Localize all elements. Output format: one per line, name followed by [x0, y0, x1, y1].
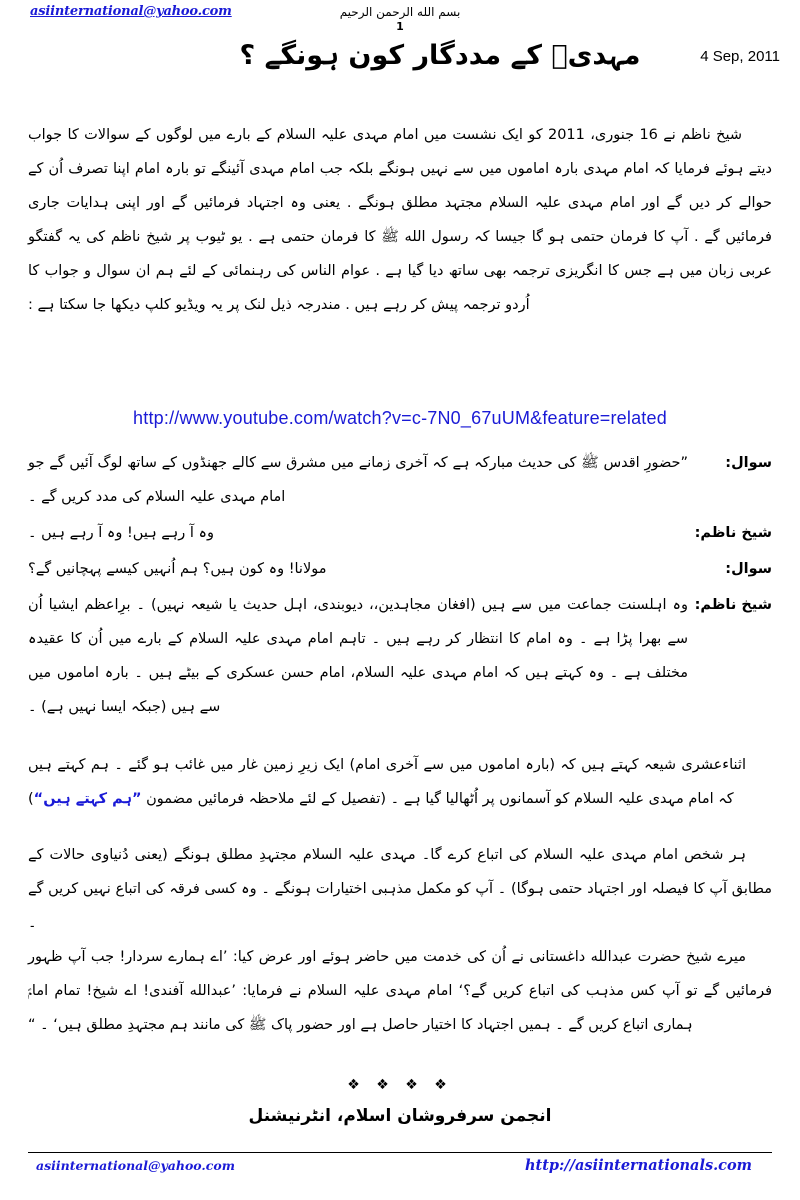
youtube-video-link[interactable]: http://www.youtube.com/watch?v=c-7N0_67uUM&feature=related — [133, 408, 667, 428]
paragraph-tail-text: ) — [28, 791, 34, 807]
highlighted-article-title[interactable]: ”ہم کہتے ہیں“ — [33, 791, 142, 807]
intro-paragraph — [28, 118, 772, 322]
bismillah-text: بسم الله الرحمن الرحيم — [339, 5, 461, 19]
header-email-link[interactable]: asiinternational@yahoo.com — [30, 4, 232, 19]
qa-body-text: وہ آ رہے ہیں! وہ آ رہے ہیں ۔ — [28, 525, 215, 541]
footer-divider-line — [28, 1152, 772, 1153]
organization-name: انجمن سرفروشان اسلام، انٹرنیشنل — [248, 1106, 552, 1126]
qa-body-text: وہ اہلسنت جماعت میں سے ہیں (افغان مجاہدین،، دیوبندی، اہل حدیث یا شیعہ نہیں) ۔ برِاعظم ایشیا اُن سے بھرا پڑا ہے ۔ وہ امام کا انتظار کر رہے ہیں ۔ تاہم امام مہدی علیہ السلام کے بارے میں اُن کا عقیدہ مختلف ہے ۔ وہ کہتے ہیں کہ امام مہدی علیہ السلام، امام حسن عسکری کے بیٹے ہیں ۔ بارہ اماموں میں سے ہیں (جبکہ ایسا نہیں ہے) ۔ — [28, 597, 688, 715]
qa-body-text: مولانا! وہ کون ہیں؟ ہم اُنہیں کیسے پہچانیں گے؟ — [28, 561, 327, 577]
qa-speaker-label: سوال: — [725, 455, 772, 471]
paragraph-lead-text: اثناءعشری شیعہ کہتے ہیں کہ (بارہ اماموں میں سے آخری امام) ایک زیرِ زمین غار میں غائب ہو گئے ۔ ہم کہتے ہیں کہ امام مہدی علیہ السلام کو آسمانوں پر اُٹھالیا گیا ہے ۔ (تفصیل کے لئے ملاحظہ فرمائیں مضمون — [28, 757, 746, 807]
qa-speaker-label: شیخ ناظم: — [694, 597, 772, 613]
page-title: مہدیؑ کے مددگار کون ہونگے ؟ — [239, 40, 641, 71]
footer-links-row — [28, 1158, 772, 1182]
paragraph-shia-belief — [28, 748, 772, 816]
page-header — [0, 4, 800, 33]
qa-speaker-label: سوال: — [725, 561, 772, 577]
qa-body-text: ”حضورِ اقدس ﷺ کی حدیث مبارکہ ہے کہ آخری زمانے میں مشرق سے کالے جھنڈوں کے ساتھ لوگ آئیں گے جو امام مہدی علیہ السلام کی مدد کریں گے ۔ — [28, 455, 688, 505]
qa-item — [28, 552, 772, 586]
footer-email-link[interactable]: asiinternational@yahoo.com — [36, 1158, 235, 1173]
qa-item — [28, 516, 772, 550]
document-date: 4 Sep, 2011 — [700, 48, 780, 65]
page-number: 1 — [396, 20, 404, 33]
paragraph-shaykh-narration — [28, 940, 772, 1042]
qa-speaker-label: شیخ ناظم: — [694, 525, 772, 541]
video-link-row — [0, 408, 800, 429]
title-row — [0, 38, 800, 94]
intro-paragraph-text: شیخ ناظم نے 16 جنوری، 2011 کو ایک نشست میں امام مہدی علیہ السلام کے بارے میں لوگوں کے سوالات کا جواب دیتے ہوئے فرمایا کہ امام مہدی بارہ اماموں میں سے نہیں ہونگے بلکہ جب امام مہدی آئینگے تو بارہ امام اپنا تصرف اُن کے حوالے کر دیں گے اور امام مہدی علیہ السلام مجتہد مطلق ہونگے . یعنی وہ اجتہاد فرمائیں گے اور اپنی ہدایات جاری فرمائیں گے . آپ کا فرمان حتمی ہو گا جیسا کہ رسول الله ﷺ کا فرمان حتمی ہے . یو ٹیوب پر شیخ ناظم کی یہ گفتگو عربی زبان میں ہے جس کا انگریزی ترجمہ بھی ساتھ دیا گیا ہے . عوام الناس کی رہنمائی کے لئے ہم ان سوال و جواب کا اُردو ترجمہ پیش کر رہے ہیں . مندرجہ ذیل لنک پر یہ ویڈیو کلپ دیکھا جا سکتا ہے : — [28, 127, 772, 313]
qa-item — [28, 446, 772, 514]
footer-website-link[interactable]: http://asiinternationals.com — [524, 1157, 752, 1174]
qa-item — [28, 588, 772, 724]
paragraph-lead-text: میرے شیخ حضرت عبدالله داغستانی نے اُن کی خدمت میں حاضر ہوئے اور عرض کیا: ’اے ہمارے سردار! جب آپ ظہور فرمائیں گے تو آپ کس مذہب کی اتباع کریں گے؟‘ امام مہدی علیہ السلام نے فرمایا: ’عبدالله آفندی! اے شیخ! تمام امامؑ ہماری اتباع کریں گے ۔ ہمیں اجتہاد کا اختیار حاصل ہے اور حضور پاک ﷺ کی مانند ہم مجتہدِ مطلق ہیں‘ ۔ “ — [28, 949, 772, 1033]
qa-section — [28, 446, 772, 726]
paragraph-lead-text: ہر شخص امام مہدی علیہ السلام کی اتباع کرے گا۔ مہدی علیہ السلام مجتہدِ مطلق ہونگے (یعنی دُنیاوی حالات کے مطابق آپ کا فیصلہ اور اجتہاد حتمی ہوگا) ۔ آپ کو مکمل مذہبی اختیارات ہونگے ۔ وہ کسی فرقہ کی اتباع نہیں کریں گے ۔ — [28, 847, 772, 931]
paragraph-mujtahid — [28, 838, 772, 940]
decorative-dots-divider: ❖ ❖ ❖ ❖ — [347, 1077, 453, 1093]
